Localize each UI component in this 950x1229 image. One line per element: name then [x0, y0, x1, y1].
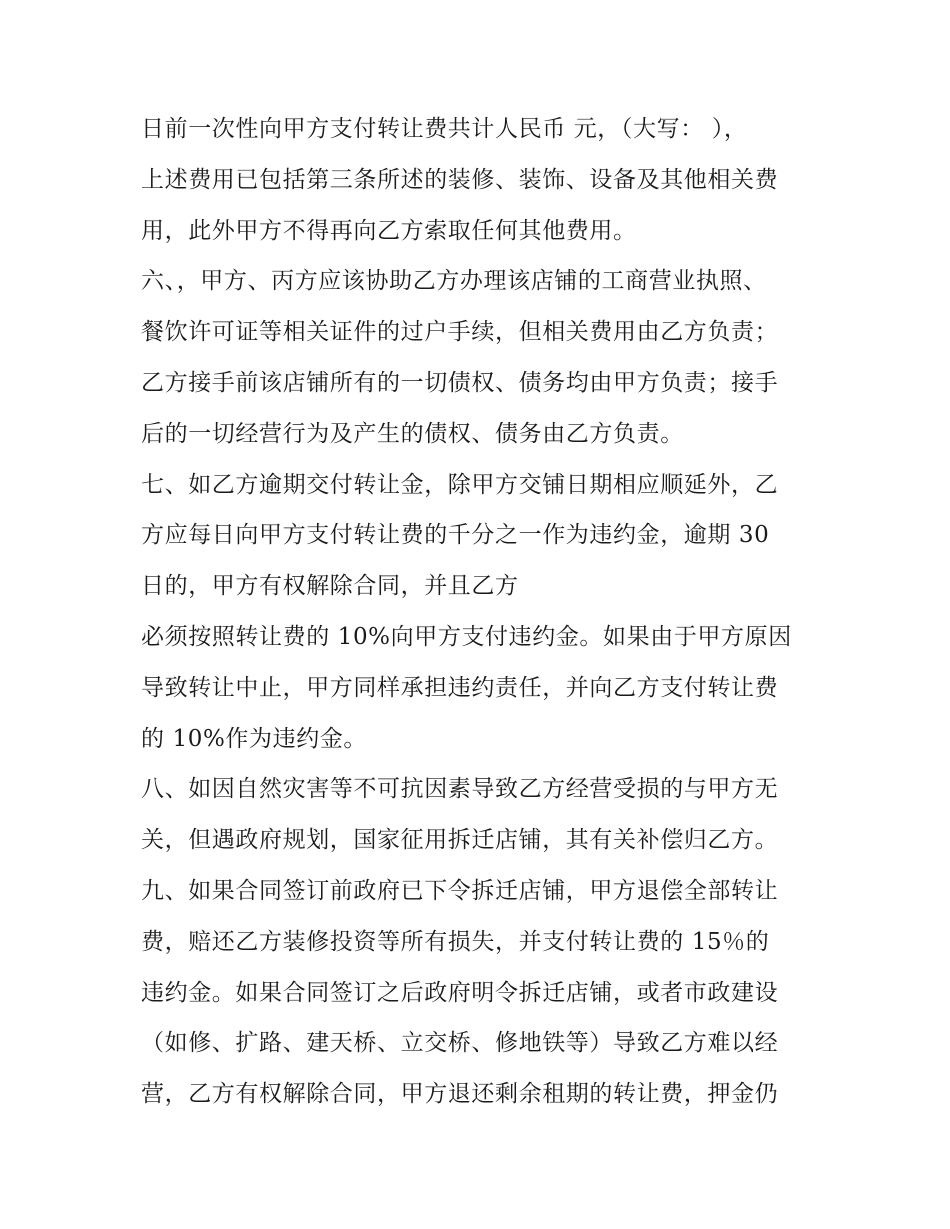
text-line: 费，赔还乙方装修投资等所有损失，并支付转让费的 15％的: [141, 928, 770, 955]
text-line: 方应每日向甲方支付转让费的千分之一作为违约金，逾期 30: [141, 522, 770, 549]
text-line: 必须按照转让费的 10%向甲方支付违约金。如果由于甲方原因: [141, 623, 792, 650]
text-line: 后的一切经营行为及产生的债权、债务由乙方负责。: [141, 420, 684, 447]
text-line: 用，此外甲方不得再向乙方索取任何其他费用。: [141, 217, 637, 244]
text-line: 导致转让中止，甲方同样承担违约责任，并向乙方支付转让费: [141, 674, 779, 701]
text-line: 上述费用已包括第三条所述的装修、装饰、设备及其他相关费: [141, 166, 779, 193]
text-line: 八、如因自然灾害等不可抗因素导致乙方经营受损的与甲方无: [141, 776, 779, 803]
text-line: 六、，甲方、丙方应该协助乙方办理该店铺的工商营业执照、: [141, 268, 767, 295]
text-line: （如修、扩路、建天桥、立交桥、修地铁等）导致乙方难以经: [141, 1030, 779, 1057]
text-line: 乙方接手前该店铺所有的一切债权、债务均由甲方负责；接手: [141, 369, 779, 396]
text-line: 日的，甲方有权解除合同，并且乙方: [141, 573, 519, 600]
text-line: 日前一次性向甲方支付转让费共计人民币 元，（大写： ），: [141, 116, 748, 142]
text-line: 关，但遇政府规划，国家征用拆迁店铺，其有关补偿归乙方。: [141, 827, 779, 854]
text-line: 七、如乙方逾期交付转让金，除甲方交铺日期相应顺延外，乙: [141, 471, 779, 498]
text-line: 九、如果合同签订前政府已下令拆迁店铺，甲方退偿全部转让: [141, 877, 779, 904]
text-line: 餐饮许可证等相关证件的过户手续，但相关费用由乙方负责；: [141, 319, 779, 346]
contract-text: [141, 104, 821, 1120]
text-line: 的 10%作为违约金。: [141, 725, 368, 752]
text-line: 违约金。如果合同签订之后政府明令拆迁店铺，或者市政建设: [141, 979, 779, 1006]
text-line: 营，乙方有权解除合同，甲方退还剩余租期的转让费，押金仍: [141, 1081, 779, 1108]
